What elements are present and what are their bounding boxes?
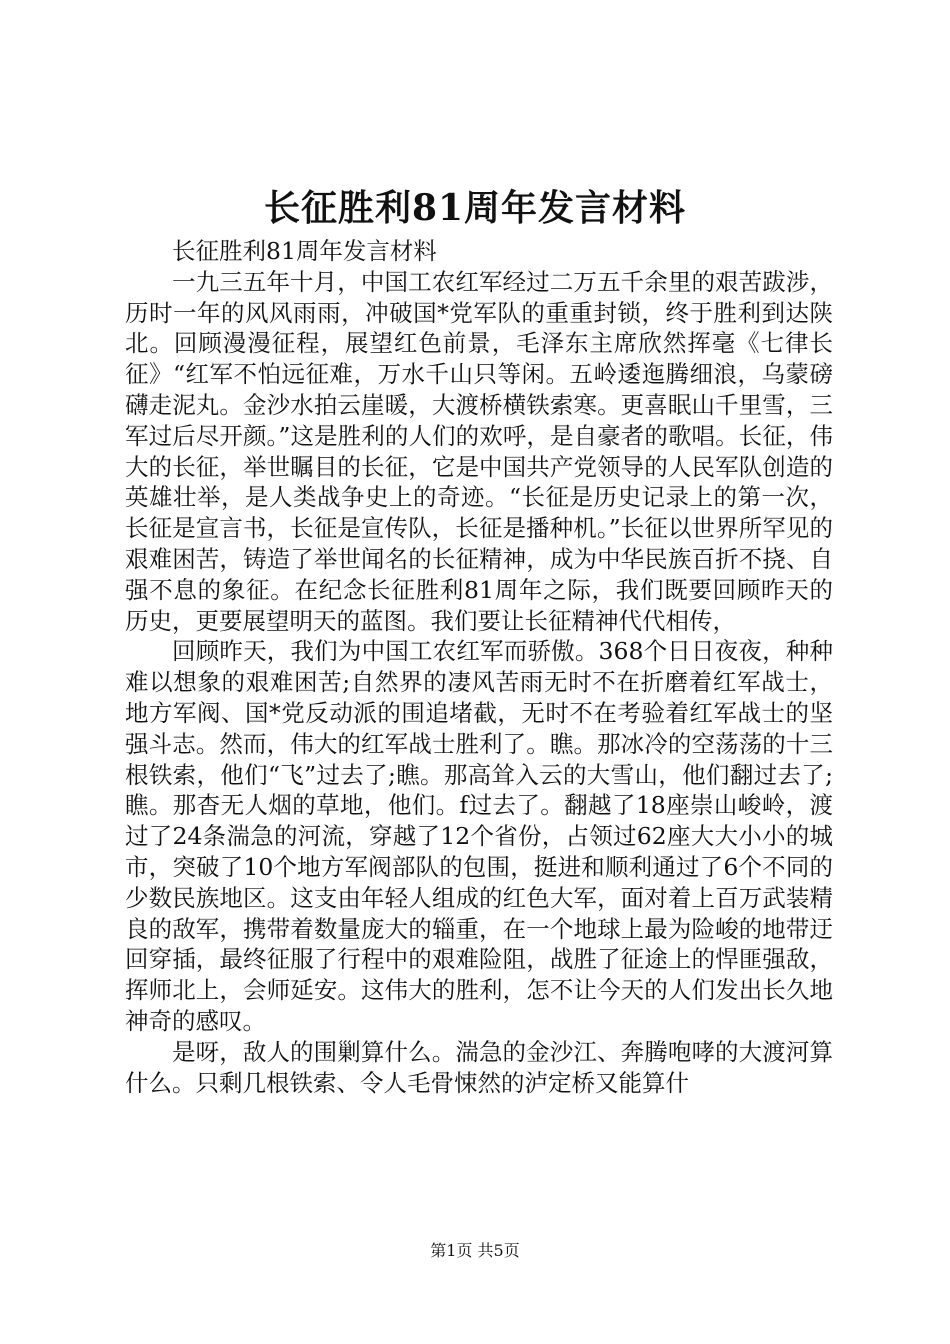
paragraph-3: 是呀，敌人的围剿算什么。湍急的金沙江、奔腾咆哮的大渡河算什么。只剩几根铁索、令人毛骨悚然的泸定桥又能算什 [125, 1037, 833, 1097]
page-number-footer: 第1页 共5页 [430, 1241, 520, 1260]
document-body [125, 236, 833, 1098]
paragraph-2: 回顾昨天，我们为中国工农红军而骄傲。368个日日夜夜，种种难以想象的艰难困苦;自然界的凄风苦雨无时不在折磨着红军战士，地方军阀、国*党反动派的围追堵截，无时不在考验着红军战士的坚强斗志。然而，伟大的红军战士胜利了。瞧。那冰冷的空荡荡的十三根铁索，他们“飞”过去了;瞧。那高耸入云的大雪山，他们翻过去了;瞧。那杳无人烟的草地，他们。f过去了。翻越了18座崇山峻岭，渡过了24条湍急的河流，穿越了12个省份，占领过62座大大小小的城市，突破了10个地方军阀部队的包围，挺进和顺利通过了6个不同的少数民族地区。这支由年轻人组成的红色大军，面对着上百万武装精良的敌军，携带着数量庞大的辎重，在一个地球上最为险峻的地带迂回穿插，最终征服了行程中的艰难险阻，战胜了征途上的悍匪强敌，挥师北上，会师延安。这伟大的胜利，怎不让今天的人们发出长久地神奇的感叹。 [125, 637, 833, 1035]
paragraph-1: 一九三五年十月，中国工农红军经过二万五千余里的艰苦跋涉，历时一年的风风雨雨，冲破国*党军队的重重封锁，终于胜利到达陕北。回顾漫漫征程，展望红色前景，毛泽东主席欣然挥毫《七律长征》“红军不怕远征难，万水千山只等闲。五岭逶迤腾细浪，乌蒙磅礴走泥丸。金沙水拍云崖暖，大渡桥横铁索寒。更喜眠山千里雪，三军过后尽开颜。”这是胜利的人们的欢呼，是自豪者的歌唱。长征，伟大的长征，举世瞩目的长征，它是中国共产党领导的人民军队创造的英雄壮举，是人类战争史上的奇迹。“长征是历史记录上的第一次，长征是宣言书，长征是宣传队，长征是播种机。”长征以世界所罕见的艰难困苦，铸造了举世闻名的长征精神，成为中华民族百折不挠、自强不息的象征。在纪念长征胜利81周年之际，我们既要回顾昨天的历史，更要展望明天的蓝图。我们要让长征精神代代相传， [125, 267, 833, 635]
document-title: 长征胜利81周年发言材料 [263, 187, 687, 229]
paragraph-subtitle: 长征胜利81周年发言材料 [172, 237, 437, 265]
